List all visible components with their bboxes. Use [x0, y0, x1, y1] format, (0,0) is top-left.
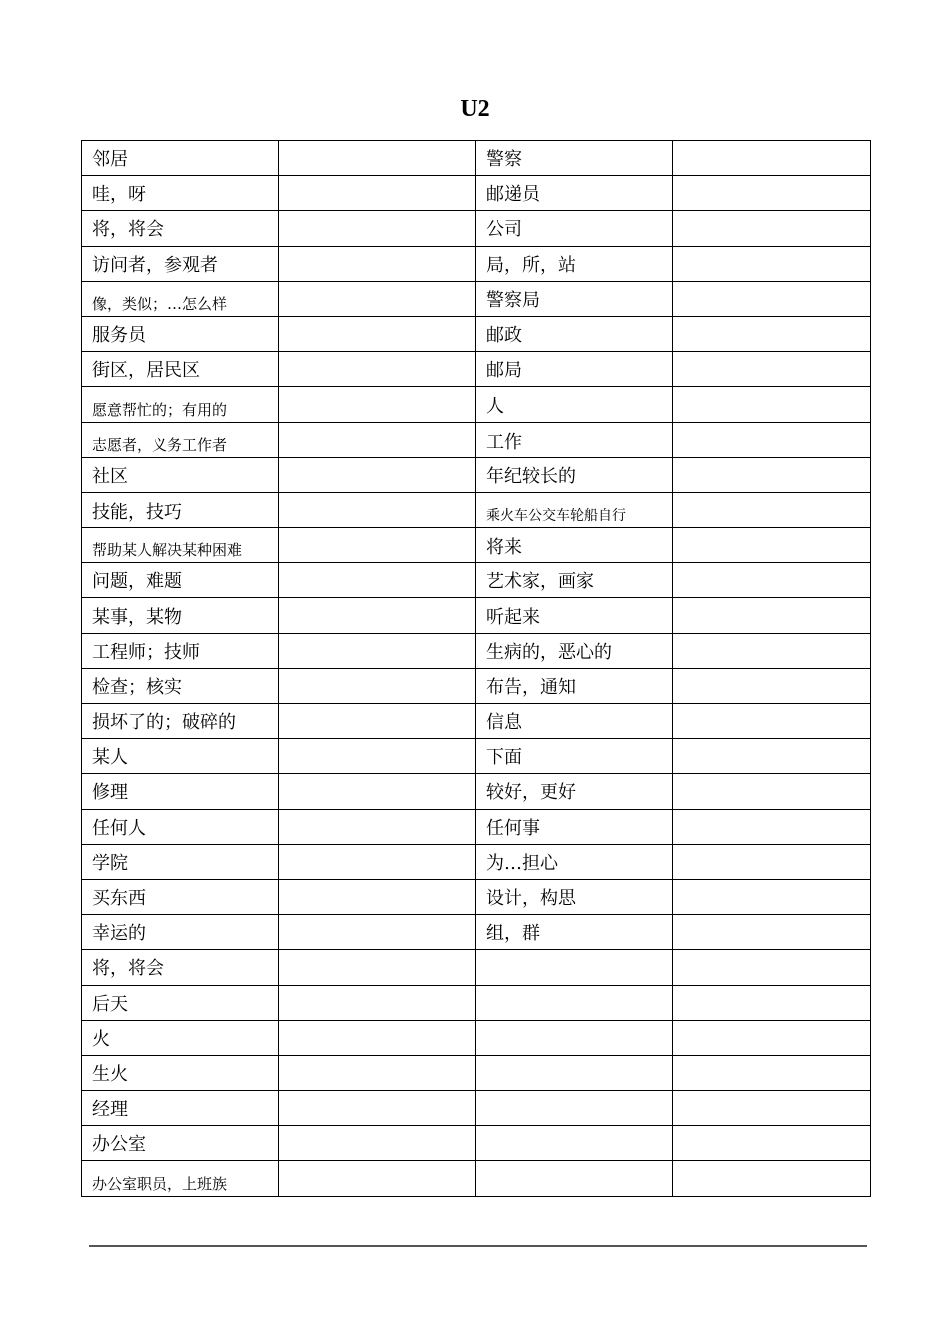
answer-cell[interactable] [673, 176, 871, 211]
answer-cell[interactable] [279, 809, 476, 844]
answer-cell[interactable] [279, 492, 476, 527]
table-row [82, 563, 871, 598]
answer-cell[interactable] [673, 668, 871, 703]
chinese-cell: 某人 [82, 739, 279, 774]
answer-cell[interactable] [673, 633, 871, 668]
answer-cell[interactable] [673, 1126, 871, 1161]
chinese-cell [476, 1126, 673, 1161]
answer-cell[interactable] [673, 1055, 871, 1090]
answer-cell[interactable] [279, 879, 476, 914]
answer-cell[interactable] [673, 844, 871, 879]
table-row [82, 1020, 871, 1055]
page-title: U2 [460, 96, 490, 122]
table-row [82, 457, 871, 492]
chinese-cell: 设计，构思 [476, 879, 673, 914]
chinese-cell: 生病的，恶心的 [476, 633, 673, 668]
chinese-cell: 公司 [476, 211, 673, 246]
answer-cell[interactable] [279, 281, 476, 316]
chinese-cell: 艺术家，画家 [476, 563, 673, 598]
answer-cell[interactable] [279, 844, 476, 879]
table-row [82, 598, 871, 633]
chinese-cell [476, 1055, 673, 1090]
chinese-cell: 修理 [82, 774, 279, 809]
answer-cell[interactable] [279, 598, 476, 633]
chinese-cell: 某事，某物 [82, 598, 279, 633]
chinese-cell: 乘火车公交车轮船自行 [476, 492, 673, 527]
chinese-cell: 像，类似；…怎么样 [82, 281, 279, 316]
table-row [82, 211, 871, 246]
chinese-cell: 帮助某人解决某种困难 [82, 528, 279, 563]
table-row [82, 246, 871, 281]
answer-cell[interactable] [673, 985, 871, 1020]
answer-cell[interactable] [673, 915, 871, 950]
answer-cell[interactable] [673, 1161, 871, 1196]
chinese-cell: 技能，技巧 [82, 492, 279, 527]
answer-cell[interactable] [673, 704, 871, 739]
answer-cell[interactable] [673, 1091, 871, 1126]
answer-cell[interactable] [279, 176, 476, 211]
answer-cell[interactable] [673, 492, 871, 527]
chinese-cell: 访问者，参观者 [82, 246, 279, 281]
answer-cell[interactable] [279, 563, 476, 598]
chinese-cell: 将来 [476, 528, 673, 563]
table-row [82, 668, 871, 703]
table-row [82, 528, 871, 563]
chinese-cell [476, 1091, 673, 1126]
vocabulary-table-body [82, 141, 871, 1197]
table-row [82, 985, 871, 1020]
table-row [82, 1126, 871, 1161]
chinese-cell: 较好，更好 [476, 774, 673, 809]
answer-cell[interactable] [673, 141, 871, 176]
answer-cell[interactable] [279, 985, 476, 1020]
chinese-cell: 志愿者，义务工作者 [82, 422, 279, 457]
table-row [82, 844, 871, 879]
answer-cell[interactable] [673, 774, 871, 809]
answer-cell[interactable] [279, 950, 476, 985]
chinese-cell: 任何事 [476, 809, 673, 844]
table-row [82, 915, 871, 950]
table-row [82, 316, 871, 351]
answer-cell[interactable] [279, 352, 476, 387]
chinese-cell: 工作 [476, 422, 673, 457]
answer-cell[interactable] [673, 457, 871, 492]
answer-cell[interactable] [279, 246, 476, 281]
answer-cell[interactable] [673, 879, 871, 914]
chinese-cell: 办公室 [82, 1126, 279, 1161]
chinese-cell: 布告，通知 [476, 668, 673, 703]
answer-cell[interactable] [673, 739, 871, 774]
answer-cell[interactable] [279, 1091, 476, 1126]
chinese-cell: 经理 [82, 1091, 279, 1126]
chinese-cell [476, 950, 673, 985]
chinese-cell: 邻居 [82, 141, 279, 176]
table-row [82, 1091, 871, 1126]
answer-cell[interactable] [279, 633, 476, 668]
answer-cell[interactable] [279, 141, 476, 176]
table-row [82, 704, 871, 739]
chinese-cell: 为…担心 [476, 844, 673, 879]
table-row [82, 281, 871, 316]
answer-cell[interactable] [673, 563, 871, 598]
chinese-cell: 组，群 [476, 915, 673, 950]
chinese-cell: 下面 [476, 739, 673, 774]
chinese-cell: 任何人 [82, 809, 279, 844]
chinese-cell: 问题，难题 [82, 563, 279, 598]
chinese-cell [476, 1161, 673, 1196]
footer-divider [89, 1245, 867, 1247]
answer-cell[interactable] [279, 915, 476, 950]
table-row [82, 176, 871, 211]
chinese-cell: 警察局 [476, 281, 673, 316]
chinese-cell: 买东西 [82, 879, 279, 914]
answer-cell[interactable] [279, 704, 476, 739]
vocabulary-table [81, 140, 871, 1197]
chinese-cell: 生火 [82, 1055, 279, 1090]
answer-cell[interactable] [673, 950, 871, 985]
answer-cell[interactable] [673, 281, 871, 316]
chinese-cell: 街区，居民区 [82, 352, 279, 387]
table-row [82, 492, 871, 527]
table-row [82, 422, 871, 457]
answer-cell[interactable] [673, 387, 871, 422]
chinese-cell: 幸运的 [82, 915, 279, 950]
answer-cell[interactable] [279, 1020, 476, 1055]
chinese-cell: 检查；核实 [82, 668, 279, 703]
chinese-cell: 听起来 [476, 598, 673, 633]
table-row [82, 739, 871, 774]
answer-cell[interactable] [279, 1126, 476, 1161]
chinese-cell: 服务员 [82, 316, 279, 351]
answer-cell[interactable] [279, 1055, 476, 1090]
table-row [82, 352, 871, 387]
answer-cell[interactable] [673, 598, 871, 633]
answer-cell[interactable] [279, 211, 476, 246]
chinese-cell: 哇，呀 [82, 176, 279, 211]
answer-cell[interactable] [673, 211, 871, 246]
table-row [82, 950, 871, 985]
chinese-cell: 邮局 [476, 352, 673, 387]
answer-cell[interactable] [279, 387, 476, 422]
chinese-cell: 将，将会 [82, 211, 279, 246]
chinese-cell: 邮递员 [476, 176, 673, 211]
answer-cell[interactable] [279, 422, 476, 457]
answer-cell[interactable] [673, 352, 871, 387]
answer-cell[interactable] [279, 1161, 476, 1196]
answer-cell[interactable] [279, 457, 476, 492]
answer-cell[interactable] [673, 1020, 871, 1055]
answer-cell[interactable] [673, 422, 871, 457]
chinese-cell: 邮政 [476, 316, 673, 351]
chinese-cell: 工程师；技师 [82, 633, 279, 668]
table-row [82, 633, 871, 668]
chinese-cell: 年纪较长的 [476, 457, 673, 492]
chinese-cell: 火 [82, 1020, 279, 1055]
chinese-cell: 办公室职员，上班族 [82, 1161, 279, 1196]
chinese-cell: 将，将会 [82, 950, 279, 985]
chinese-cell: 社区 [82, 457, 279, 492]
table-row [82, 1055, 871, 1090]
chinese-cell [476, 985, 673, 1020]
answer-cell[interactable] [673, 809, 871, 844]
chinese-cell [476, 1020, 673, 1055]
table-row [82, 879, 871, 914]
answer-cell[interactable] [279, 739, 476, 774]
answer-cell[interactable] [673, 316, 871, 351]
chinese-cell: 学院 [82, 844, 279, 879]
answer-cell[interactable] [279, 316, 476, 351]
table-row [82, 387, 871, 422]
chinese-cell: 局，所，站 [476, 246, 673, 281]
table-row [82, 141, 871, 176]
chinese-cell: 愿意帮忙的；有用的 [82, 387, 279, 422]
chinese-cell: 后天 [82, 985, 279, 1020]
chinese-cell: 信息 [476, 704, 673, 739]
answer-cell[interactable] [279, 528, 476, 563]
chinese-cell: 警察 [476, 141, 673, 176]
chinese-cell: 损坏了的；破碎的 [82, 704, 279, 739]
answer-cell[interactable] [673, 246, 871, 281]
answer-cell[interactable] [279, 774, 476, 809]
table-row [82, 774, 871, 809]
answer-cell[interactable] [673, 528, 871, 563]
answer-cell[interactable] [279, 668, 476, 703]
chinese-cell: 人 [476, 387, 673, 422]
table-row [82, 1161, 871, 1196]
table-row [82, 809, 871, 844]
